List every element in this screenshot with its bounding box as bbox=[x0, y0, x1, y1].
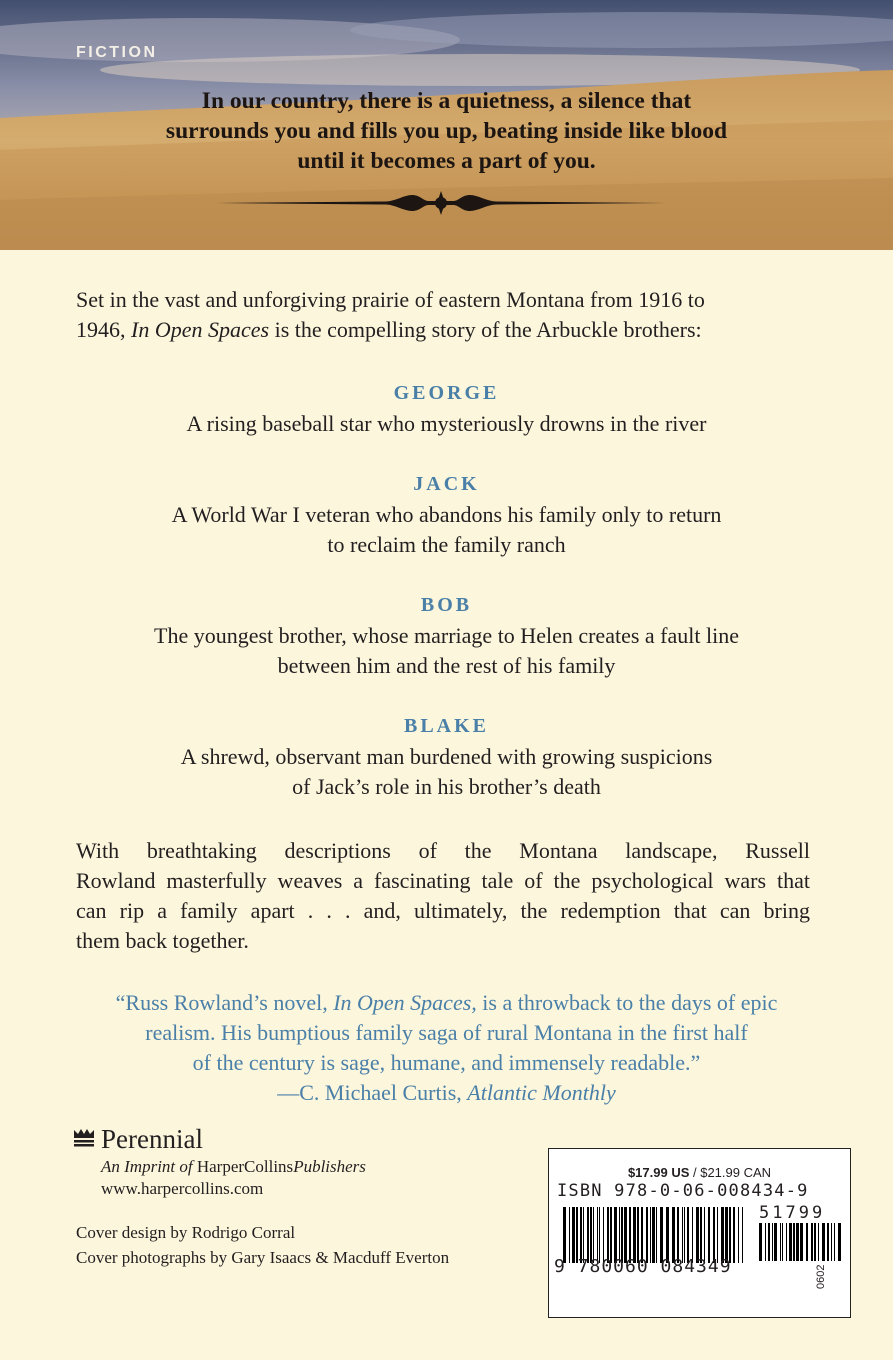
brother-description bbox=[60, 621, 833, 681]
addon-barcode bbox=[759, 1223, 843, 1261]
epigraph-line: surrounds you and fills you up, beating inside like blood bbox=[165, 118, 728, 144]
barcode-bar bbox=[656, 1207, 657, 1263]
credit-line: Cover photographs by Gary Isaacs & Macduff Everton bbox=[76, 1248, 450, 1267]
brother-bob bbox=[60, 593, 833, 681]
barcode-bar bbox=[806, 1223, 808, 1261]
barcode-bar bbox=[666, 1207, 669, 1263]
barcode-bar bbox=[590, 1207, 592, 1263]
barcode-bar bbox=[742, 1207, 743, 1263]
print-code: 0602 bbox=[815, 1264, 827, 1289]
barcode-bar bbox=[831, 1223, 832, 1261]
epigraph bbox=[100, 86, 793, 176]
price-label: $17.99 US / $21.99 CAN bbox=[627, 1165, 772, 1180]
intro-line: Set in the vast and unforgiving prairie of eastern Montana from 1916 to bbox=[76, 287, 705, 312]
barcode-bar bbox=[793, 1223, 795, 1261]
barcode-bar bbox=[786, 1223, 787, 1261]
barcode-bar bbox=[827, 1223, 829, 1261]
closing-line: can rip a family apart . . . and, ultimately, the redemption that can bring bbox=[76, 898, 810, 923]
barcode-bar bbox=[597, 1207, 598, 1263]
barcode-bar bbox=[738, 1207, 739, 1263]
barcode-bar bbox=[580, 1207, 582, 1263]
barcode-bar bbox=[765, 1223, 766, 1261]
barcode-bar bbox=[700, 1207, 702, 1263]
quote-line: realism. His bumptious family saga of rural Montana in the first half bbox=[145, 1020, 748, 1045]
barcode-bar bbox=[587, 1207, 589, 1263]
barcode-bar bbox=[593, 1207, 594, 1263]
review-quote bbox=[60, 988, 833, 1108]
barcode-bar bbox=[692, 1207, 693, 1263]
barcode-bar bbox=[607, 1207, 609, 1263]
barcode-bar bbox=[818, 1223, 819, 1261]
ean-digits: 9 780060 084349 bbox=[554, 1256, 732, 1277]
cover-credits bbox=[76, 1220, 449, 1270]
closing-line: Rowland masterfully weaves a fascinating tale of the psychological wars that bbox=[76, 868, 810, 893]
barcode-bar bbox=[687, 1207, 689, 1263]
intro-paragraph bbox=[76, 285, 810, 345]
barcode-bar bbox=[822, 1223, 825, 1261]
closing-line: With breathtaking descriptions of the Montana landscape, Russell bbox=[76, 838, 810, 863]
barcode-bar bbox=[729, 1207, 731, 1263]
closing-line: them back together. bbox=[76, 928, 249, 953]
brother-name: BOB bbox=[420, 594, 473, 616]
barcode-bar bbox=[576, 1207, 578, 1263]
brother-name: JACK bbox=[413, 473, 480, 495]
barcode-bar bbox=[637, 1207, 639, 1263]
flourish-ornament-icon bbox=[216, 186, 666, 220]
barcode-bar bbox=[650, 1207, 651, 1263]
barcode-bar bbox=[814, 1223, 816, 1261]
barcode-bar bbox=[603, 1207, 604, 1263]
epigraph-line: In our country, there is a quietness, a silence that bbox=[201, 88, 692, 114]
brother-george bbox=[60, 381, 833, 439]
description-line: A World War I veteran who abandons his family only to return bbox=[171, 502, 722, 527]
barcode-bar bbox=[717, 1207, 718, 1263]
barcode-bar bbox=[684, 1207, 685, 1263]
barcode-bar bbox=[733, 1207, 735, 1263]
intro-line: 1946, In Open Spaces is the compelling story of the Arbuckle brothers: bbox=[76, 317, 702, 342]
quote-line: “Russ Rowland’s novel, In Open Spaces, is a throwback to the days of epic bbox=[115, 990, 778, 1015]
barcode-bar bbox=[721, 1207, 724, 1263]
credit-line: Cover design by Rodrigo Corral bbox=[76, 1223, 296, 1242]
barcode-bar bbox=[569, 1207, 570, 1263]
barcode-bar bbox=[646, 1207, 648, 1263]
barcode-bar bbox=[624, 1207, 627, 1263]
barcode-bar bbox=[725, 1207, 728, 1263]
publisher-url: www.harpercollins.com bbox=[101, 1179, 264, 1198]
barcode-bar bbox=[652, 1207, 655, 1263]
barcode-bar bbox=[782, 1223, 783, 1261]
brother-description bbox=[60, 409, 833, 439]
book-title: In Open Spaces bbox=[131, 317, 270, 342]
barcode-bar bbox=[696, 1207, 699, 1263]
barcode-bar bbox=[713, 1207, 715, 1263]
barcode-bar bbox=[583, 1207, 584, 1263]
barcode-bar bbox=[780, 1223, 781, 1261]
description-line: of Jack’s role in his brother’s death bbox=[292, 774, 601, 799]
barcode-box bbox=[548, 1148, 851, 1318]
barcode-bar bbox=[621, 1207, 623, 1263]
quote-book-title: In Open Spaces, bbox=[333, 990, 477, 1015]
barcode-bar bbox=[641, 1207, 643, 1263]
brother-description bbox=[60, 500, 833, 560]
barcode-bar bbox=[677, 1207, 679, 1263]
barcode-bar bbox=[599, 1207, 600, 1263]
barcode-bar bbox=[800, 1223, 803, 1261]
genre-label: FICTION bbox=[76, 44, 158, 61]
barcode-bar bbox=[772, 1223, 773, 1261]
quote-attribution: —C. Michael Curtis, Atlantic Monthly bbox=[277, 1080, 616, 1105]
barcode-bar bbox=[633, 1207, 636, 1263]
barcode-bar bbox=[834, 1223, 835, 1261]
barcode-bar bbox=[768, 1223, 770, 1261]
description-line: between him and the rest of his family bbox=[277, 653, 616, 678]
barcode-bar bbox=[838, 1223, 841, 1261]
description-line: A shrewd, observant man burdened with growing suspicions bbox=[180, 744, 713, 769]
harpercollins-logo-icon bbox=[72, 1128, 96, 1150]
description-line: A rising baseball star who mysteriously drowns in the river bbox=[186, 411, 707, 436]
barcode-bar bbox=[672, 1207, 675, 1263]
brother-blake bbox=[60, 714, 833, 802]
barcode-bar bbox=[811, 1223, 813, 1261]
barcode-bar bbox=[774, 1223, 777, 1261]
barcode-bar bbox=[614, 1207, 617, 1263]
barcode-bar bbox=[796, 1223, 799, 1261]
barcode-bar bbox=[629, 1207, 631, 1263]
barcode-bar bbox=[610, 1207, 612, 1263]
description-line: to reclaim the family ranch bbox=[327, 532, 566, 557]
barcode-bar bbox=[759, 1223, 762, 1261]
brother-name: GEORGE bbox=[393, 382, 500, 404]
barcode-bar bbox=[708, 1207, 710, 1263]
barcode-bar bbox=[563, 1207, 566, 1263]
barcode-bar bbox=[572, 1207, 575, 1263]
barcode-addon-digits: 51799 bbox=[759, 1203, 826, 1223]
barcode-bar bbox=[619, 1207, 620, 1263]
ean-barcode bbox=[563, 1207, 745, 1263]
closing-paragraph bbox=[76, 836, 810, 956]
publisher-name: Perennial bbox=[101, 1124, 203, 1154]
brother-description bbox=[60, 742, 833, 802]
barcode-bar bbox=[704, 1207, 705, 1263]
barcode-bar bbox=[660, 1207, 663, 1263]
brother-name: BLAKE bbox=[403, 715, 490, 737]
brother-jack bbox=[60, 472, 833, 560]
prairie-banner bbox=[0, 0, 893, 250]
barcode-bar bbox=[789, 1223, 792, 1261]
publisher-imprint: An Imprint of HarperCollinsPublishers bbox=[101, 1157, 366, 1176]
description-line: The youngest brother, whose marriage to Helen creates a fault line bbox=[154, 623, 739, 648]
quote-source: Atlantic Monthly bbox=[467, 1080, 616, 1105]
epigraph-line: until it becomes a part of you. bbox=[297, 148, 596, 174]
isbn-text: ISBN 978-0-06-008434-9 bbox=[557, 1181, 809, 1201]
barcode-bar bbox=[682, 1207, 683, 1263]
quote-line: of the century is sage, humane, and immensely readable.” bbox=[192, 1050, 701, 1075]
